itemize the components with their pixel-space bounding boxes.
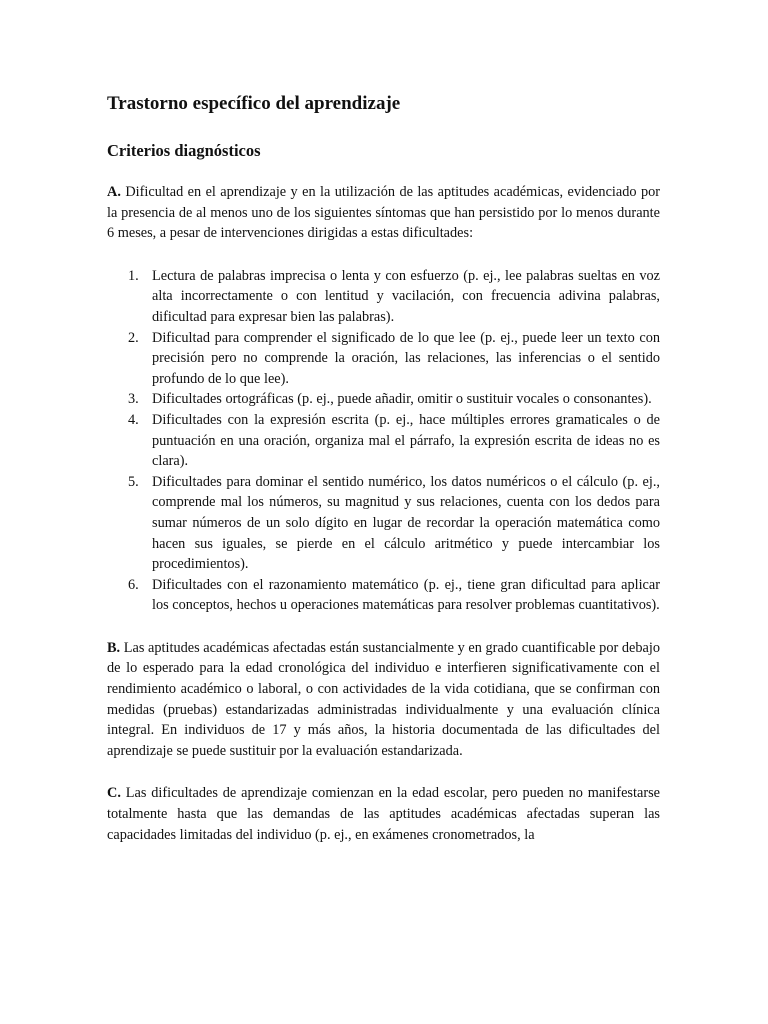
criterion-a [107, 182, 660, 244]
document-title: Trastorno específico del aprendizaje [107, 93, 401, 114]
criterion-b-text: Las aptitudes académicas afectadas están sustancialmente y en grado cuantificable por debajo de lo esperado para la edad cronológica del individuo e interfieren significativamente con el rendimiento académico o laboral, o con actividades de la vida cotidiana, que se confirman con medidas (pruebas) estandarizadas administradas individualmente y una evaluación clínica integral. En individuos de 17 y más años, la historia documentada de las dificultades del aprendizaje se puede sustituir por la evaluación estandarizada. [107, 639, 660, 759]
list-item [107, 389, 660, 410]
criterion-c-text: Las dificultades de aprendizaje comienzan en la edad escolar, pero pueden no manifestarse totalmente hasta que las demandas de las aptitudes académicas afectadas superan las capacidades limitadas del individuo (p. ej., en exámenes cronometrados, la [107, 785, 660, 843]
section-heading: Criterios diagnósticos [107, 141, 261, 160]
list-item [107, 472, 660, 575]
symptom-list [107, 266, 660, 616]
criterion-a-letter: A. [107, 184, 121, 200]
list-item-text: Dificultades con el razonamiento matemático (p. ej., tiene gran dificultad para aplicar los conceptos, hechos u operaciones matemáticas para resolver problemas cuantitativos). [152, 576, 660, 614]
criterion-c-letter: C. [107, 785, 121, 802]
list-item-number: 2. [128, 329, 139, 346]
list-item-number: 4. [128, 411, 139, 428]
document-page [107, 92, 660, 845]
list-item [107, 410, 660, 472]
list-item [107, 266, 660, 328]
list-item-text: Dificultad para comprender el significado de lo que lee (p. ej., puede leer un texto con precisión pero no comprende la oración, las relaciones, las inferencias o el sentido profundo de lo que lee). [152, 329, 660, 387]
list-item [107, 328, 660, 390]
list-item-text: Dificultades para dominar el sentido numérico, los datos numéricos o el cálculo (p. ej., comprende mal los números, su magnitud y sus relaciones, cuenta con los dedos para sumar números de un solo dígito en lugar de recordar la operación matemática como hacen sus iguales, se pierde en el cálculo aritmético y puede intercambiar los procedimientos). [152, 473, 660, 573]
list-item-text: Lectura de palabras imprecisa o lenta y con esfuerzo (p. ej., lee palabras sueltas en voz alta incorrectamente o con lentitud y vacilación, con frecuencia adivina palabras, dificultad para expresar bien las palabras). [152, 267, 660, 325]
criterion-b-letter: B. [107, 639, 121, 656]
list-item-number: 5. [128, 473, 139, 490]
list-item-text: Dificultades ortográficas (p. ej., puede añadir, omitir o sustituir vocales o consonantes). [152, 391, 652, 408]
criterion-c [107, 783, 660, 845]
list-item-number: 6. [128, 576, 139, 593]
list-item [107, 575, 660, 616]
criterion-a-text: Dificultad en el aprendizaje y en la utilización de las aptitudes académicas, evidenciado por la presencia de al menos uno de los siguientes síntomas que han persistido por lo menos durante 6 meses, a pesar de intervenciones dirigidas a estas dificultades: [107, 184, 660, 242]
list-item-text: Dificultades con la expresión escrita (p. ej., hace múltiples errores gramaticales o de puntuación en una oración, organiza mal el párrafo, la expresión escrita de ideas no es clara). [152, 411, 660, 470]
list-item-number: 1. [128, 267, 139, 284]
list-item-number: 3. [128, 391, 139, 408]
criterion-b [107, 638, 660, 762]
